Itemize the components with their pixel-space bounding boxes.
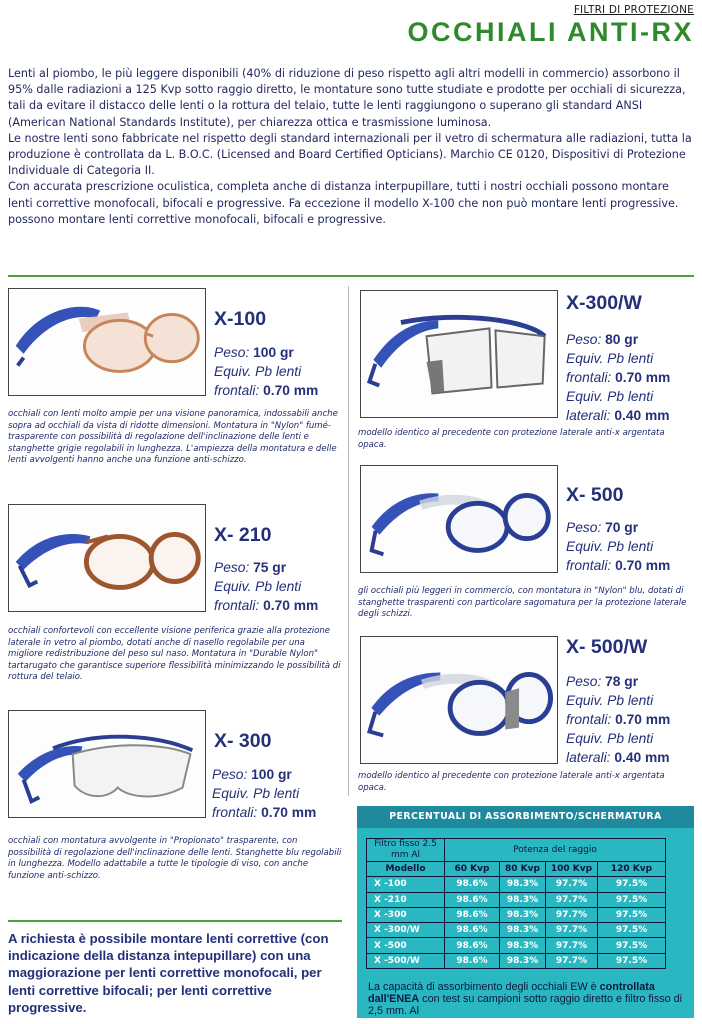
- column-header: 60 Kvp: [445, 862, 500, 877]
- product-specs-x500w: [566, 672, 670, 767]
- spec-front-lead: 0.70 mm: [263, 598, 319, 613]
- glasses-icon: [9, 711, 205, 817]
- spec-label: Peso:: [566, 332, 602, 347]
- divider: [8, 275, 694, 277]
- table-cell: 98.6%: [445, 938, 500, 953]
- spec-label: Equiv. Pb lenti: [214, 364, 302, 379]
- table-cell: 98.3%: [500, 953, 546, 968]
- table-cell: 97.5%: [598, 877, 666, 892]
- spec-front-lead: 0.70 mm: [615, 558, 671, 573]
- spec-label: Peso:: [566, 520, 602, 535]
- spec-label: Equiv. Pb lenti: [566, 389, 654, 404]
- product-description-x300w: modello identico al precedente con protezione laterale anti-x argentata opaca.: [358, 428, 665, 450]
- product-image-x100: [8, 288, 206, 396]
- spec-weight: 100 gr: [253, 345, 294, 360]
- product-description-x500w: modello identico al precedente con protezione laterale anti-x argentata opaca.: [358, 771, 665, 793]
- table-cell: 98.6%: [445, 923, 500, 938]
- column-header: 80 Kvp: [500, 862, 546, 877]
- table-cell: 98.3%: [500, 923, 546, 938]
- spec-label: frontali:: [214, 383, 260, 398]
- spec-weight: 100 gr: [251, 767, 292, 782]
- enea-note-text: con test su campioni sotto raggio diretto e filtro fisso di 2,5 mm. Al: [368, 993, 683, 1018]
- product-description-x100: occhiali con lenti molto ampie per una visione panoramica, indossabili anche sopra ad occhiali da vista di ridotte dimensioni. Montatura in "Nylon" fumé-trasparente con possibilità di regolazione dell'inclinazione delle lenti e stanghette grigie regolabili in lunghezza. L'ampiezza della montatura e delle lenti avvolgenti hanno anche una funzione anti-schizzo.: [8, 409, 338, 466]
- spec-side-lead: 0.40 mm: [614, 750, 670, 765]
- spec-label: laterali:: [566, 408, 611, 423]
- product-image-x300: [8, 710, 206, 818]
- table-cell-model: X -300: [367, 907, 445, 922]
- spec-label: Peso:: [214, 345, 250, 360]
- table-cell: 97.5%: [598, 892, 666, 907]
- table-cell: 97.5%: [598, 953, 666, 968]
- product-image-x500: [360, 465, 558, 573]
- column-header: 100 Kvp: [546, 862, 598, 877]
- spec-label: frontali:: [566, 712, 612, 727]
- glasses-icon: [361, 637, 557, 763]
- product-image-x300w: [360, 290, 558, 418]
- product-name-x500w: X- 500/W: [566, 636, 648, 658]
- spec-label: Equiv. Pb lenti: [566, 731, 654, 746]
- product-name-x300w: X-300/W: [566, 292, 642, 314]
- spec-front-lead: 0.70 mm: [615, 370, 671, 385]
- glasses-icon: [9, 505, 205, 611]
- product-description-x300: occhiali con montatura avvolgente in "Propionato" trasparente, con possibilità di regolazione dell'inclinazione delle lenti. Stanghette blu regolabili in lunghezza. Modello adattabile a tutte le tipologie di viso, con anche funzione anti-schizzo.: [8, 836, 342, 881]
- spec-label: Equiv. Pb lenti: [566, 351, 654, 366]
- table-row: [367, 892, 666, 907]
- table-cell: 98.6%: [445, 877, 500, 892]
- table-cell-model: X -500/W: [367, 953, 445, 968]
- table-cell: 98.3%: [500, 892, 546, 907]
- filter-label: Filtro fisso 2.5 mm Al: [367, 839, 445, 862]
- product-specs-x100: [214, 343, 318, 400]
- table-row: [367, 953, 666, 968]
- page-title: OCCHIALI ANTI-RX: [407, 17, 694, 47]
- table-cell: 97.7%: [546, 877, 598, 892]
- power-label: Potenza del raggio: [445, 839, 666, 862]
- spec-side-lead: 0.40 mm: [614, 408, 670, 423]
- spec-front-lead: 0.70 mm: [261, 805, 317, 820]
- product-name-x500: X- 500: [566, 484, 624, 506]
- table-cell: 97.7%: [546, 938, 598, 953]
- table-cell: 98.6%: [445, 953, 500, 968]
- glasses-icon: [361, 291, 557, 417]
- spec-label: frontali:: [566, 558, 612, 573]
- enea-note: [368, 981, 690, 1018]
- absorption-table-panel: [357, 806, 694, 1018]
- divider: [8, 920, 342, 922]
- enea-note-text: La capacità di assorbimento degli occhiali EW è: [368, 981, 597, 993]
- table-row: [367, 923, 666, 938]
- product-specs-x210: [214, 558, 318, 615]
- table-cell-model: X -500: [367, 938, 445, 953]
- spec-label: Equiv. Pb lenti: [566, 539, 654, 554]
- glasses-icon: [9, 289, 205, 395]
- spec-weight: 75 gr: [253, 560, 287, 575]
- section-label: FILTRI DI PROTEZIONE: [573, 4, 694, 16]
- absorption-table-title: PERCENTUALI DI ASSORBIMENTO/SCHERMATURA: [357, 806, 694, 828]
- product-name-x300: X- 300: [214, 730, 272, 752]
- product-description-x210: occhiali confortevoli con eccellente visione periferica grazie alla protezione laterale in vetro al piombo, dotati anche di nasello regolabile per una migliore redistribuzione del peso sul naso. Montatura in "Durable Nylon" tartarugato che garantisce superiore flessibilità minimizzando le possibilità di rottura del telaio.: [8, 626, 341, 683]
- column-header: 120 Kvp: [598, 862, 666, 877]
- table-row: [367, 907, 666, 922]
- table-row: [367, 877, 666, 892]
- spec-label: Equiv. Pb lenti: [214, 579, 302, 594]
- table-cell: 97.5%: [598, 907, 666, 922]
- intro-text: [8, 66, 694, 228]
- spec-front-lead: 0.70 mm: [263, 383, 319, 398]
- product-specs-x300: [212, 765, 316, 822]
- spec-label: Equiv. Pb lenti: [212, 786, 300, 801]
- table-cell: 97.7%: [546, 892, 598, 907]
- product-name-x210: X- 210: [214, 524, 272, 546]
- table-cell: 98.6%: [445, 892, 500, 907]
- corrective-lens-note: A richiesta è possibile montare lenti correttive (con indicazione della distanza intepupillare) con una maggiorazione per lenti correttive monofocali, per lenti correttive bifocali; per lenti correttive progressive.: [8, 931, 329, 1015]
- table-cell: 97.5%: [598, 923, 666, 938]
- spec-label: frontali:: [212, 805, 258, 820]
- table-cell: 97.7%: [546, 907, 598, 922]
- spec-label: frontali:: [214, 598, 260, 613]
- spec-label: Peso:: [214, 560, 250, 575]
- table-cell: 98.3%: [500, 938, 546, 953]
- table-cell: 97.7%: [546, 953, 598, 968]
- spec-label: Equiv. Pb lenti: [566, 693, 654, 708]
- spec-label: frontali:: [566, 370, 612, 385]
- table-row: [367, 938, 666, 953]
- spec-front-lead: 0.70 mm: [615, 712, 671, 727]
- table-cell: 98.6%: [445, 907, 500, 922]
- enea-note-bold: controllata dall'ENEA: [368, 981, 655, 1006]
- spec-weight: 78 gr: [605, 674, 639, 689]
- product-name-x100: X-100: [214, 308, 267, 330]
- spec-weight: 80 gr: [605, 332, 639, 347]
- table-cell-model: X -300/W: [367, 923, 445, 938]
- spec-label: Peso:: [566, 674, 602, 689]
- table-cell: 98.3%: [500, 877, 546, 892]
- product-specs-x500: [566, 518, 670, 575]
- product-image-x500w: [360, 636, 558, 764]
- product-specs-x300w: [566, 330, 670, 425]
- spec-weight: 70 gr: [605, 520, 639, 535]
- table-cell-model: X -100: [367, 877, 445, 892]
- model-header: Modello: [367, 862, 445, 877]
- intro-paragraph: Con accurata prescrizione oculistica, completa anche di distanza interpupillare, tutti i nostri occhiali possono montare lenti correttive monofocali, bifocali e progressive. Fa eccezione il modello X-100 che non può montare lenti progressive. possono montare lenti correttive monofocali, bifocali e progressive.: [8, 180, 679, 226]
- table-cell: 98.3%: [500, 907, 546, 922]
- table-cell: 97.5%: [598, 938, 666, 953]
- glasses-icon: [361, 466, 557, 572]
- intro-paragraph: Le nostre lenti sono fabbricate nel rispetto degli standard internazionali per il vetro di schermatura alle radiazioni, tutta la produzione è controllata da L. B.O.C. (Licensed and Board Certified Opticians). Marchio CE 0120, Dispositivi di Protezione Individuale di Categoria II.: [8, 131, 692, 178]
- product-description-x500: gli occhiali più leggeri in commercio, con montatura in "Nylon" blu, dotati di stanghette trasparenti con particolare sagomatura per la protezione laterale degli schizzi.: [358, 586, 687, 620]
- intro-paragraph: Lenti al piombo, le più leggere disponibili (40% di riduzione di peso rispetto agli altri modelli in commercio) assorbono il 95% dalle radiazioni a 125 Kvp sotto raggio diretto, le montature sono tutte studiate e prodotte per occhiali di sicurezza, tali da evitare il distacco delle lenti o la rottura del telaio, tutte le lenti raggiungono o superano gli standard ANSI (American National Standards Institute), per chiarezza ottica e trasmissione luminosa.: [8, 67, 686, 129]
- spec-label: Peso:: [212, 767, 248, 782]
- table-cell-model: X -210: [367, 892, 445, 907]
- table-cell: 97.7%: [546, 923, 598, 938]
- product-image-x210: [8, 504, 206, 612]
- column-divider: [348, 286, 349, 796]
- spec-label: laterali:: [566, 750, 611, 765]
- absorption-table: [366, 838, 666, 969]
